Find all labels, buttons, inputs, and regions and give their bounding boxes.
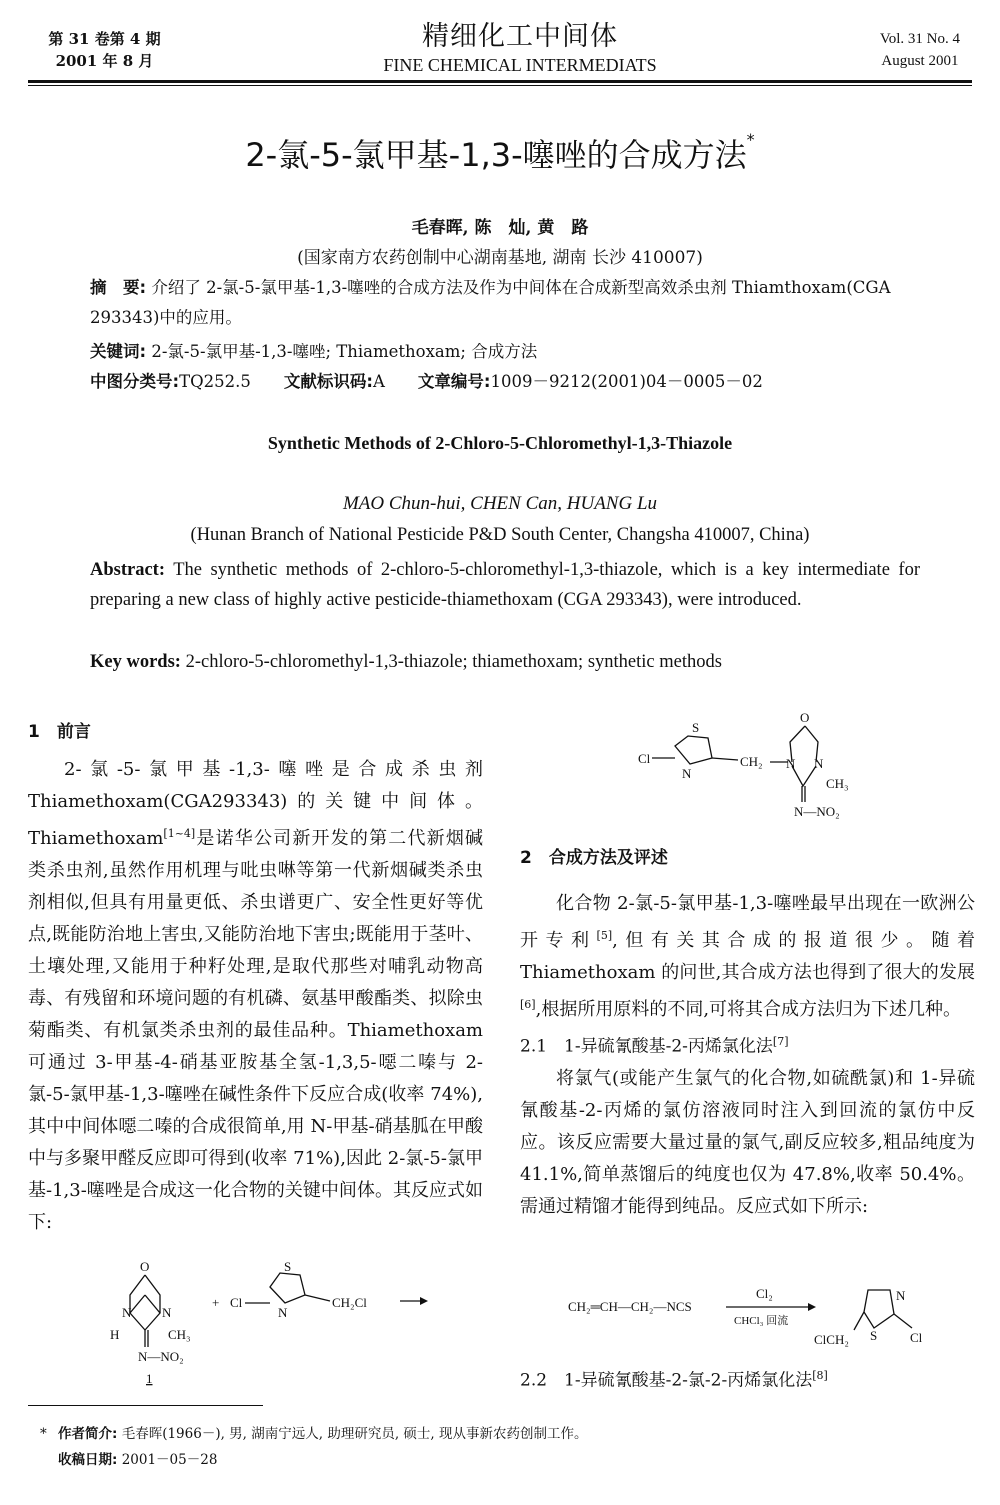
header-rule-thin [28, 85, 972, 86]
ch2cl-bond-product [854, 1312, 864, 1330]
issue-info [42, 28, 167, 72]
footnote-mark: * [40, 1426, 47, 1442]
thiamethoxam-structure [630, 708, 890, 823]
section-2-intro [520, 888, 975, 1026]
section-1-text-b: 是诺华公司新开发的第二代新烟碱类杀虫剂,虽然作用机理与吡虫啉等第一代新烟碱类杀虫剂相似,但具有用量更低、杀虫谱更广、安全性更好等优点,既能防治地上害虫,又能防治地下害虫;既能用于茎叶、土壤处理,又能用于种籽处理,是取代那些对哺乳动物高毒、有残留和环境问题的有机磷、氨基甲酸酯类、拟除虫菊酯类、有机氯类杀虫剂的最佳品种。Thiamethoxam 可通过 3-甲基-4-硝基亚胺基全氢-1,3,5-噁二嗪与 2-氯-5-氯甲基-1,3-噻唑在碱性条件下反应合成(收率 74%),其中中间体噁二嗪的合成很简单,用 N-甲基-硝基胍在甲酸中与多聚甲醛反应即可得到(收率 71%),因此 2-氯-5-氯甲基-1,3-噻唑是合成这一化合物的关键中间体。其反应式如下: [28, 828, 483, 1233]
thiazole-ring [270, 1273, 305, 1303]
group-CH2-right: CH₂ [740, 754, 763, 769]
atom-O-right: O [800, 710, 810, 725]
abstract-en [90, 555, 920, 615]
authors-cn: 毛春晖, 陈 灿, 黄 路 [411, 218, 589, 238]
atom-Cl: Cl [230, 1295, 243, 1310]
abstract-en-label: Abstract: [90, 560, 166, 580]
atom-S-right: S [692, 720, 700, 735]
section-1-paragraph [28, 754, 483, 1239]
section-2-heading: 2 合成方法及评述 [520, 848, 668, 868]
article-no-label: 文章编号: [417, 372, 491, 391]
oxadiazine-ring [130, 1295, 160, 1330]
subsection-2-1-paragraph: 将氯气(或能产生氯气的化合物,如硫酰氯)和 1-异硫氰酸基-2-丙烯的氯仿溶液同时注入到回流的氯仿中反应。该反应需要大量过量的氯气,副反应较多,粗品纯度为 41.1%,简单蒸馏后的纯度也仅为 47.8%,收率 50.4%。需通过精馏才能得到纯品。反应式如下所示: [520, 1067, 975, 1217]
ref-5: [5] [596, 929, 613, 942]
subsection-2-1-title: 2.1 1-异硫氰酸基-2-丙烯氯化法 [520, 1036, 773, 1057]
clc-value: TQ252.5 [179, 372, 251, 391]
authors-en: MAO Chun-hui, CHEN Can, HUANG Lu [342, 493, 658, 514]
ref-7: [7] [772, 1035, 789, 1048]
article-no-value: 1009－9212(2001)04－0005－02 [490, 372, 763, 391]
subsection-2-1 [520, 1026, 975, 1063]
reaction-scheme-2-1 [568, 1280, 948, 1360]
section-2-text-a: 化合物 2-氯-5-氯甲基-1,3-噻唑最早出现在一欧洲公开专利 [520, 893, 975, 951]
atom-O: O [140, 1259, 150, 1274]
reagent-solvent: CHCl₃ 回流 [734, 1315, 789, 1327]
volume-issue: 第 31 卷第 4 期 [48, 30, 161, 48]
abstract-cn-label: 摘 要: [90, 278, 147, 297]
group-NNO2-right: N—NO₂ [794, 804, 840, 819]
section-1-text-a: 2-氯-5-氯甲基-1,3-噻唑是合成杀虫剂 Thiamethoxam(CGA293343)的关键中间体。Thiamethoxam [28, 759, 483, 849]
keywords-cn [90, 337, 920, 367]
plus-sign: + [212, 1295, 220, 1310]
atom-S-product: S [870, 1328, 878, 1343]
keywords-en-label: Key words: [90, 652, 181, 672]
issue-date: 2001 年 8 月 [55, 52, 154, 70]
group-CH2Cl: CH₂Cl [332, 1295, 367, 1310]
volume-issue-en: Vol. 31 No. 4 [879, 31, 960, 47]
journal-name-en: FINE CHEMICAL INTERMEDIATS [383, 55, 657, 75]
thiazole-ring-product [864, 1290, 894, 1328]
keywords-en [90, 647, 920, 677]
ref-1-4: [1~4] [163, 827, 196, 840]
reaction-arrow-2-1-head [808, 1303, 816, 1311]
column-left [28, 716, 483, 1239]
atom-H: H [110, 1327, 120, 1342]
affiliation-en: (Hunan Branch of National Pesticide P&D South Center, Changsha 410007, China) [190, 525, 810, 545]
atom-Cl-product: Cl [910, 1330, 923, 1345]
paper-title-text: 2-氯-5-氯甲基-1,3-噻唑的合成方法 [245, 136, 747, 174]
journal-name-cn: 精细化工中间体 [422, 21, 618, 52]
section-1-heading: 1 前言 [28, 722, 91, 742]
doc-code-value: A [373, 372, 385, 391]
reaction-scheme-left [60, 1255, 440, 1395]
footnote-author [40, 1422, 588, 1446]
atom-N2: N [162, 1305, 172, 1320]
compound-label: 1 [146, 1371, 153, 1386]
group-CH3: CH₃ [168, 1327, 191, 1342]
doc-code-label: 文献标识码: [283, 372, 373, 391]
atom-N1: N [122, 1305, 132, 1320]
thiazole-ring-right [675, 736, 712, 764]
ref-8: [8] [812, 1369, 828, 1382]
atom-N-product: N [896, 1288, 906, 1303]
journal-title [300, 14, 740, 76]
abstract-cn-text: 介绍了 2-氯-5-氯甲基-1,3-噻唑的合成方法及作为中间体在合成新型高效杀虫剂 Thiamthoxam(CGA 293343)中的应用。 [90, 278, 891, 327]
atom-S: S [284, 1259, 292, 1274]
issue-date-en: August 2001 [881, 53, 959, 69]
group-CH3-right: CH₃ [826, 776, 849, 791]
ref-6: [6] [520, 998, 536, 1011]
ring-ch2-bond [712, 758, 738, 760]
classification-line [90, 367, 920, 397]
reagent-cl2: Cl₂ [756, 1286, 773, 1301]
oxadiazine-lower-right [792, 766, 816, 786]
atom-N1-right: N [786, 756, 796, 771]
keywords-cn-label: 关键词: [90, 342, 147, 361]
footnote-author-text: 毛春晖(1966－), 男, 湖南宁远人, 助理研究员, 硕士, 现从事新农药创制工作。 [117, 1426, 588, 1442]
reactant-allyl-isothiocyanate: CH₂═CH—CH₂—NCS [568, 1299, 692, 1314]
atom-N-right: N [682, 766, 692, 781]
cl-bond-product [894, 1314, 912, 1328]
subsection-2-2 [520, 1360, 975, 1397]
paper-title-en: Synthetic Methods of 2-Chloro-5-Chloromethyl-1,3-Thiazole [267, 433, 733, 453]
atom-Cl-right: Cl [638, 751, 651, 766]
clc-label: 中图分类号: [90, 372, 180, 391]
subsection-2-2-title: 2.2 1-异硫氰酸基-2-氯-2-丙烯氯化法 [520, 1370, 813, 1391]
group-ClCH2-product: ClCH₂ [814, 1332, 849, 1347]
keywords-en-text: 2-chloro-5-chloromethyl-1,3-thiazole; thiamethoxam; synthetic methods [180, 652, 722, 672]
section-2-paragraph-1 [520, 888, 975, 1223]
issue-info-en [880, 28, 960, 72]
received-date-value: 2001－05－28 [117, 1452, 218, 1468]
header-rule [28, 80, 972, 83]
footnote-rule [28, 1405, 263, 1406]
atom-N2-right: N [814, 756, 824, 771]
title-footnote-mark: * [746, 130, 755, 149]
abstract-en-text: The synthetic methods of 2-chloro-5-chloromethyl-1,3-thiazole, which is a key intermediate for preparing a new class of highly active pesticide-thiamethoxam (CGA 293343), were introduced. [90, 560, 920, 610]
affiliation-cn: (国家南方农药创制中心湖南基地, 湖南 长沙 410007) [297, 248, 703, 268]
section-2-text-b: ,但有关其合成的报道很少。随着 Thiamethoxam 的问世,其合成方法也得到了很大的发展 [520, 930, 975, 983]
abstract-cn [90, 273, 920, 333]
paper-title [0, 130, 1000, 176]
reaction-arrow-head [420, 1297, 428, 1305]
keywords-cn-text: 2-氯-5-氯甲基-1,3-噻唑; Thiamethoxam; 合成方法 [146, 342, 538, 361]
section-2-text-c: ,根据所用原料的不同,可将其合成方法归为下述几种。 [535, 999, 962, 1020]
section-2-heading-wrap [520, 842, 975, 874]
subsection-2-2-wrap [520, 1360, 975, 1397]
atom-N: N [278, 1305, 288, 1320]
footnote-received [58, 1448, 217, 1472]
footnote-author-label: 作者简介: [58, 1426, 118, 1442]
ch2cl-bond [305, 1295, 330, 1301]
received-date-label: 收稿日期: [58, 1452, 118, 1468]
group-NNO2: N—NO₂ [138, 1349, 184, 1364]
